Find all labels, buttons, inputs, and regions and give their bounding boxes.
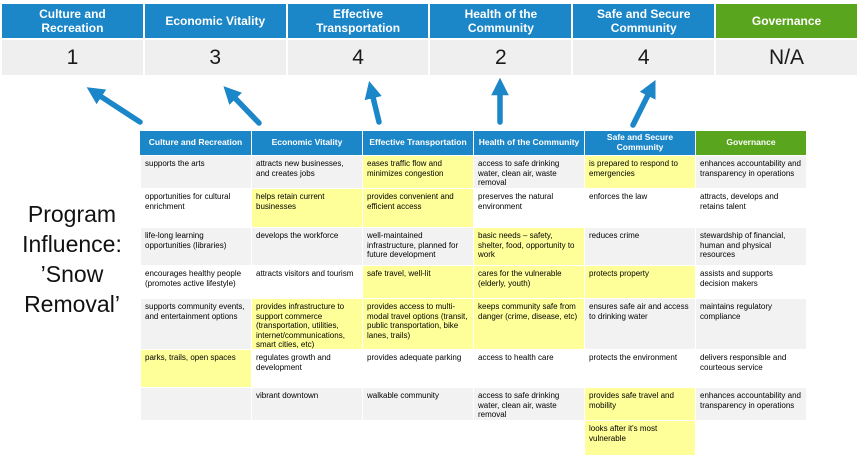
- summary-header-cell: Health of the Community: [428, 4, 571, 38]
- matrix-cell: enhances accountability and transparency in operations: [695, 387, 806, 420]
- matrix-cell: [251, 420, 362, 455]
- summary-header-cell: Governance: [714, 4, 857, 38]
- matrix-cell: access to safe drinking water, clean air, waste removal: [473, 155, 584, 188]
- matrix-cell: enhances accountability and transparency in operations: [695, 155, 806, 188]
- summary-header-cell: Effective Transportation: [286, 4, 429, 38]
- summary-score-cell: 2: [428, 38, 571, 75]
- summary-score-cell: 4: [571, 38, 714, 75]
- arrow-transportation: [372, 93, 379, 122]
- matrix-cell: is prepared to respond to emergencies: [584, 155, 695, 188]
- arrow-economic: [232, 95, 259, 123]
- matrix-cell: stewardship of financial, human and physical resources: [695, 227, 806, 265]
- matrix-cell: basic needs – safety, shelter, food, opportunity to work: [473, 227, 584, 265]
- matrix-header-row: [140, 131, 806, 155]
- matrix-cell: [695, 420, 806, 455]
- summary-score-row: [2, 38, 857, 75]
- priority-summary-table: [2, 4, 857, 75]
- arrow-culture: [97, 94, 140, 122]
- matrix-cell: encourages healthy people (promotes active lifestyle): [140, 265, 251, 298]
- matrix-cell: attracts, develops and retains talent: [695, 188, 806, 227]
- summary-header-cell: Culture and Recreation: [2, 4, 143, 38]
- summary-score-cell: 4: [286, 38, 429, 75]
- matrix-cell: provides adequate parking: [362, 349, 473, 387]
- matrix-header-cell: Economic Vitality: [251, 131, 362, 155]
- matrix-header-cell: Health of the Community: [473, 131, 584, 155]
- matrix-cell: well-maintained infrastructure, planned for future development: [362, 227, 473, 265]
- matrix-cell: looks after it's most vulnerable: [584, 420, 695, 455]
- matrix-cell: vibrant downtown: [251, 387, 362, 420]
- matrix-cell: protects the environment: [584, 349, 695, 387]
- matrix-cell: [473, 420, 584, 455]
- matrix-cell: provides access to multi-modal travel options (transit, public transportation, bike lanes, trails): [362, 298, 473, 349]
- matrix-header-cell: Culture and Recreation: [140, 131, 251, 155]
- matrix-cell: [140, 420, 251, 455]
- matrix-header-cell: Governance: [695, 131, 806, 155]
- summary-score-cell: 1: [2, 38, 143, 75]
- matrix-cell: access to health care: [473, 349, 584, 387]
- matrix-cell: develops the workforce: [251, 227, 362, 265]
- matrix-cell: [140, 387, 251, 420]
- summary-header-cell: Safe and Secure Community: [571, 4, 714, 38]
- summary-header-cell: Economic Vitality: [143, 4, 286, 38]
- matrix-cell: assists and supports decision makers: [695, 265, 806, 298]
- matrix-cell: provides convenient and efficient access: [362, 188, 473, 227]
- matrix-cell: life-long learning opportunities (libraries): [140, 227, 251, 265]
- matrix-cell: keeps community safe from danger (crime, disease, etc): [473, 298, 584, 349]
- matrix-cell: access to safe drinking water, clean air, waste removal: [473, 387, 584, 420]
- matrix-cell: opportunities for cultural enrichment: [140, 188, 251, 227]
- matrix-cell: delivers responsible and courteous service: [695, 349, 806, 387]
- matrix-cell: parks, trails, open spaces: [140, 349, 251, 387]
- matrix-cell: helps retain current businesses: [251, 188, 362, 227]
- program-influence-label: Program Influence: ’Snow Removal’: [22, 201, 122, 317]
- matrix-cell: ensures safe air and access to drinking water: [584, 298, 695, 349]
- matrix-cell: protects property: [584, 265, 695, 298]
- matrix-cell: provides infrastructure to support commerce (transportation, utilities, internet/communications, smart cities, etc): [251, 298, 362, 349]
- priority-matrix-table: [140, 131, 806, 455]
- summary-score-cell: N/A: [714, 38, 857, 75]
- matrix-cell: provides safe travel and mobility: [584, 387, 695, 420]
- matrix-cell: cares for the vulnerable (elderly, youth): [473, 265, 584, 298]
- matrix-cell: preserves the natural environment: [473, 188, 584, 227]
- matrix-cell: regulates growth and development: [251, 349, 362, 387]
- matrix-cell: supports the arts: [140, 155, 251, 188]
- matrix-header-cell: Effective Transportation: [362, 131, 473, 155]
- matrix-body: [140, 155, 806, 455]
- matrix-cell: eases traffic flow and minimizes congestion: [362, 155, 473, 188]
- matrix-cell: enforces the law: [584, 188, 695, 227]
- influence-arrows: [0, 78, 859, 132]
- matrix-header-cell: Safe and Secure Community: [584, 131, 695, 155]
- matrix-cell: safe travel, well-lit: [362, 265, 473, 298]
- matrix-cell: attracts new businesses, and creates jobs: [251, 155, 362, 188]
- matrix-cell: walkable community: [362, 387, 473, 420]
- summary-header-row: [2, 4, 857, 38]
- arrow-safe: [633, 91, 650, 125]
- matrix-cell: reduces crime: [584, 227, 695, 265]
- matrix-cell: attracts visitors and tourism: [251, 265, 362, 298]
- summary-score-cell: 3: [143, 38, 286, 75]
- matrix-cell: maintains regulatory compliance: [695, 298, 806, 349]
- matrix-cell: [362, 420, 473, 455]
- matrix-cell: supports community events, and entertainment options: [140, 298, 251, 349]
